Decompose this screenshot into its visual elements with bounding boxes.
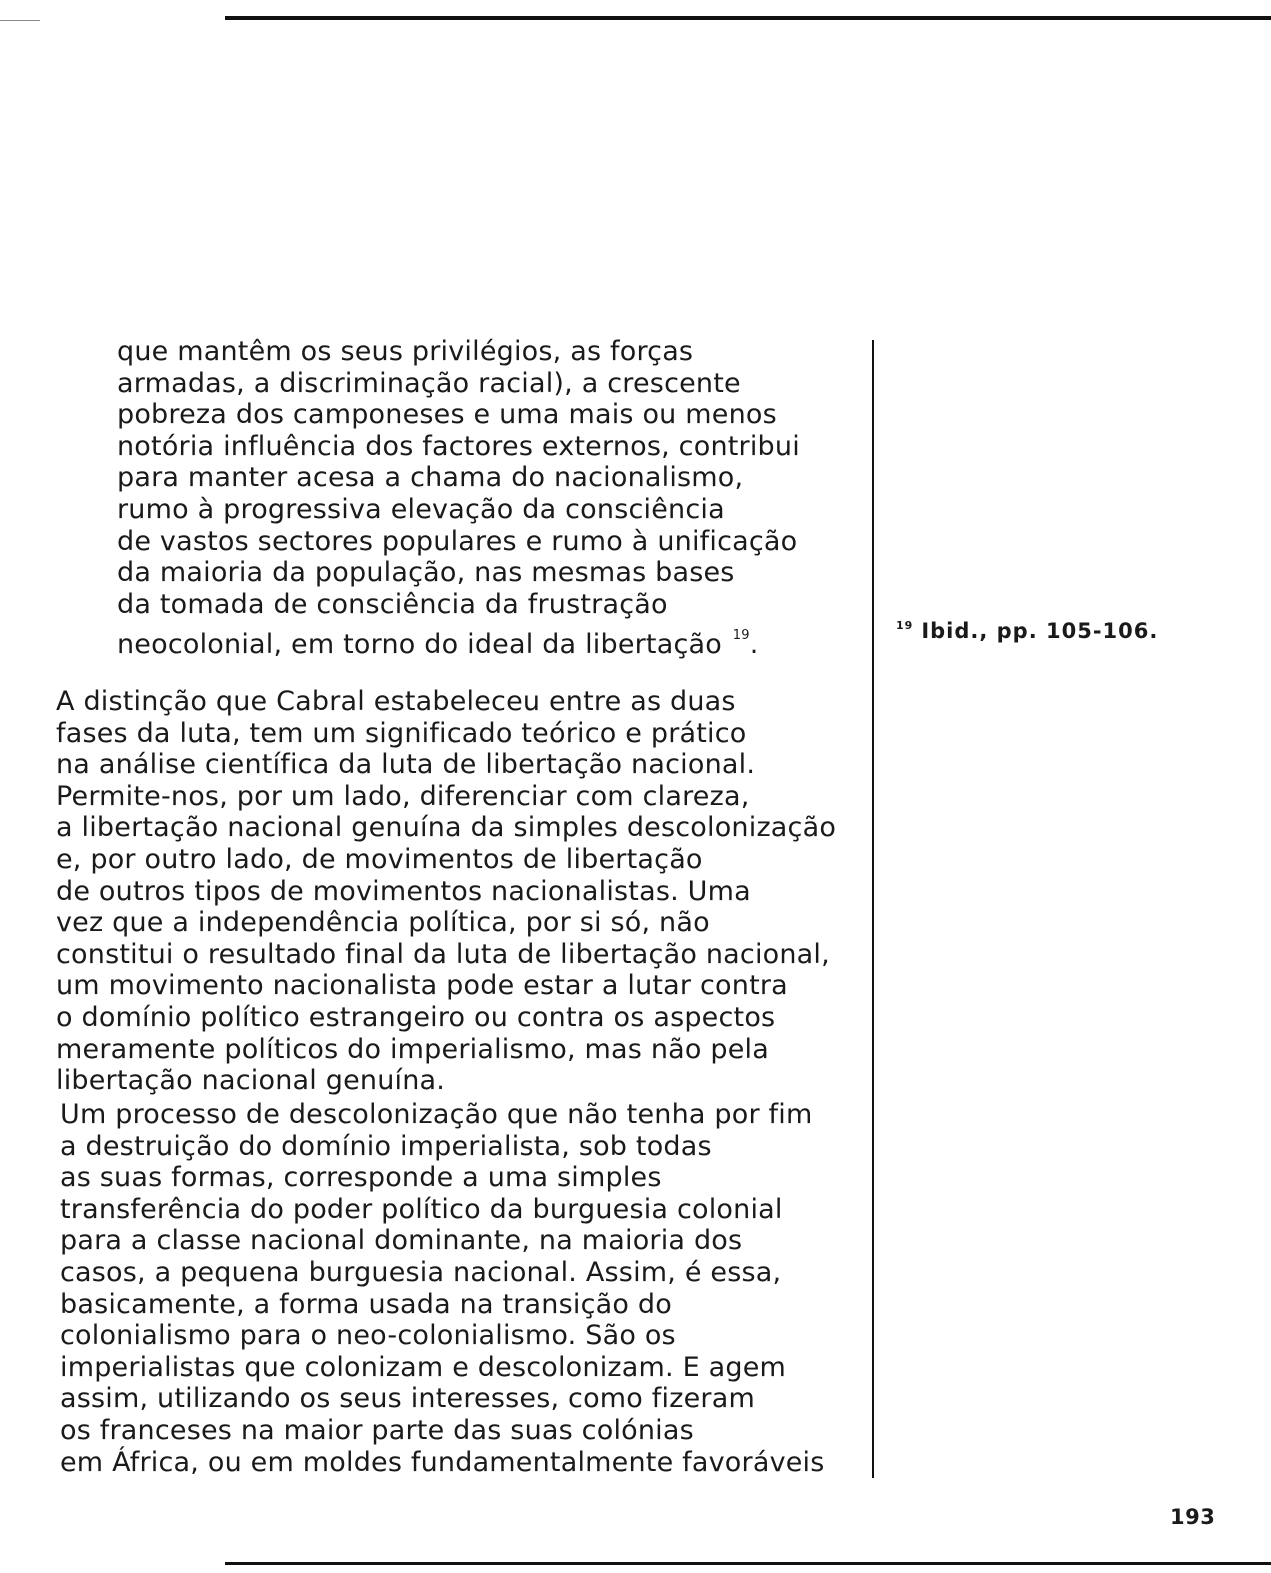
- paragraph-line: fases da luta, tem um significado teórico e prático: [56, 717, 747, 749]
- quote-end-punctuation: .: [749, 629, 759, 661]
- quote-line: rumo à progressiva elevação da consciência: [117, 493, 725, 525]
- paragraph-line: de outros tipos de movimentos nacionalistas. Uma: [56, 875, 751, 907]
- quote-line: armadas, a discriminação racial), a crescente: [117, 367, 741, 399]
- paragraph-line: vez que a independência política, por si só, não: [56, 907, 710, 939]
- top-rule: [225, 16, 1271, 20]
- paragraph-line: para a classe nacional dominante, na maioria dos: [60, 1225, 743, 1257]
- bottom-rule: [225, 1562, 1271, 1565]
- footnote-number: 19: [896, 619, 914, 632]
- footnote: [896, 619, 1158, 643]
- quote-line: da tomada de consciência da frustração: [117, 588, 668, 620]
- paragraph-line: meramente políticos do imperialismo, mas não pela: [56, 1033, 769, 1065]
- paragraph-line: as suas formas, corresponde a uma simples: [60, 1162, 662, 1194]
- paragraph-line: libertação nacional genuína.: [56, 1065, 446, 1097]
- quote-line: que mantêm os seus privilégios, as forças: [117, 336, 694, 367]
- quote-line: notória influência dos factores externos, contribui: [117, 430, 800, 462]
- paragraph-line: Permite-nos, por um lado, diferenciar com clareza,: [56, 780, 750, 812]
- quote-line: de vastos sectores populares e rumo à unificação: [117, 525, 798, 557]
- paragraph-line: assim, utilizando os seus interesses, como fizeram: [60, 1383, 755, 1415]
- block-quote: [117, 336, 800, 661]
- quote-line: pobreza dos camponeses e uma mais ou menos: [117, 399, 777, 431]
- paragraph-line: na análise científica da luta de libertação nacional.: [56, 749, 756, 781]
- paragraph-line: a libertação nacional genuína da simples descolonização: [56, 812, 837, 844]
- paragraph-line: o domínio político estrangeiro ou contra os aspectos: [56, 1001, 776, 1033]
- quote-line-last: [117, 620, 800, 661]
- paragraph-line: constitui o resultado final da luta de libertação nacional,: [56, 938, 830, 970]
- quote-line-text: neocolonial, em torno do ideal da libertação: [117, 629, 722, 661]
- paragraph-line: Um processo de descolonização que não tenha por fim: [60, 1099, 813, 1130]
- paragraph-line: basicamente, a forma usada na transição do: [60, 1288, 672, 1320]
- paragraph-line: um movimento nacionalista pode estar a lutar contra: [56, 970, 788, 1002]
- page-number: 193: [1170, 1505, 1216, 1529]
- column-divider: [872, 340, 874, 1478]
- paragraph-line: a destruição do domínio imperialista, sob todas: [60, 1130, 712, 1162]
- paragraph-decolonization: [60, 1099, 825, 1478]
- paragraph-distinction: [56, 686, 836, 1097]
- paragraph-line: colonialismo para o neo-colonialismo. São os: [60, 1320, 676, 1352]
- paragraph-line: em África, ou em moldes fundamentalmente favoráveis: [60, 1446, 825, 1478]
- paragraph-line: casos, a pequena burguesia nacional. Assim, é essa,: [60, 1256, 782, 1288]
- paragraph-line: e, por outro lado, de movimentos de libertação: [56, 843, 703, 875]
- footnote-text: Ibid., pp. 105-106.: [921, 619, 1159, 643]
- top-rule-stub: [0, 20, 40, 21]
- paragraph-line: os franceses na maior parte das suas colónias: [60, 1414, 694, 1446]
- footnote-reference: 19: [732, 628, 750, 644]
- quote-line: da maioria da população, nas mesmas bases: [117, 557, 735, 589]
- quote-line: para manter acesa a chama do nacionalismo,: [117, 462, 744, 494]
- paragraph-line: A distinção que Cabral estabeleceu entre as duas: [56, 686, 736, 717]
- paragraph-line: transferência do poder político da burguesia colonial: [60, 1193, 783, 1225]
- paragraph-line: imperialistas que colonizam e descolonizam. E agem: [60, 1351, 787, 1383]
